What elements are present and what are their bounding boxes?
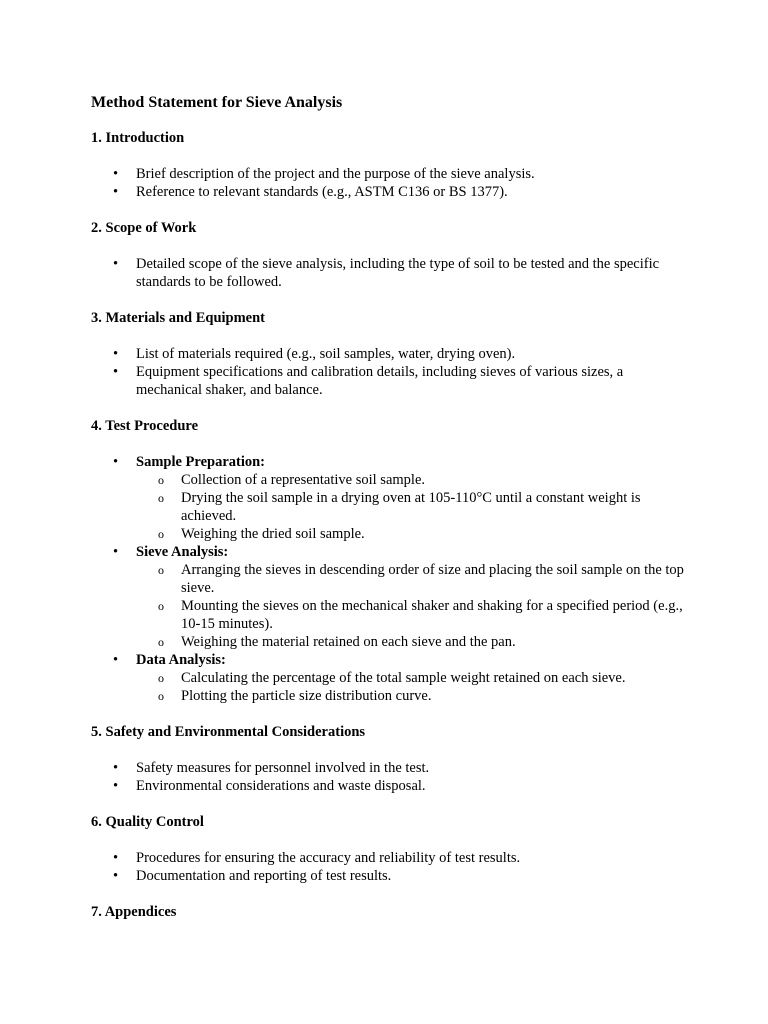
list-item: • Procedures for ensuring the accuracy and reliability of test results. [91, 849, 691, 867]
sub-list-item: o Drying the soil sample in a drying oven at 105-110°C until a constant weight is achieved. [136, 489, 691, 525]
list-item [91, 651, 691, 705]
bullet-icon [113, 363, 123, 381]
group-label-sieve-analysis: Sieve Analysis: [136, 544, 229, 560]
section-heading-introduction: 1. Introduction [91, 130, 185, 146]
bullet-icon [113, 543, 123, 561]
test-procedure-list [91, 453, 691, 705]
circle-bullet-icon [158, 471, 164, 489]
sub-list-item: o Weighing the dried soil sample. [136, 525, 691, 543]
sub-list-item: o Plotting the particle size distribution curve. [136, 687, 691, 705]
bullet-icon [113, 867, 123, 885]
list-item: • Environmental considerations and waste disposal. [91, 777, 691, 795]
circle-bullet-icon [158, 489, 164, 507]
section-heading-safety-environmental: 5. Safety and Environmental Considerations [91, 724, 366, 740]
bullet-icon [113, 777, 123, 795]
materials-equipment-list [91, 345, 691, 399]
bullet-icon [113, 165, 123, 183]
circle-bullet-icon [158, 687, 164, 705]
list-item: • List of materials required (e.g., soil samples, water, drying oven). [91, 345, 691, 363]
document-page [91, 92, 691, 939]
data-analysis-sublist [136, 669, 691, 705]
section-heading-materials-equipment: 3. Materials and Equipment [91, 310, 266, 326]
document-title: Method Statement for Sieve Analysis [91, 94, 343, 111]
list-item [91, 453, 691, 543]
circle-bullet-icon [158, 561, 164, 579]
sub-list-item: o Calculating the percentage of the total sample weight retained on each sieve. [136, 669, 691, 687]
sub-list-item: o Weighing the material retained on each sieve and the pan. [136, 633, 691, 651]
group-label-data-analysis: Data Analysis: [136, 652, 226, 668]
list-item: • Equipment specifications and calibration details, including sieves of various sizes, a mechanical shaker, and balance. [91, 363, 691, 399]
section-heading-test-procedure: 4. Test Procedure [91, 418, 199, 434]
circle-bullet-icon [158, 525, 164, 543]
sub-list-item: o Collection of a representative soil sample. [136, 471, 691, 489]
group-label-sample-preparation: Sample Preparation: [136, 454, 266, 470]
circle-bullet-icon [158, 633, 164, 651]
sub-list-item: o Arranging the sieves in descending order of size and placing the soil sample on the top sieve. [136, 561, 691, 597]
section-heading-appendices: 7. Appendices [91, 904, 177, 920]
bullet-icon [113, 453, 123, 471]
safety-environmental-list [91, 759, 691, 795]
bullet-icon [113, 651, 123, 669]
sieve-analysis-sublist [136, 561, 691, 651]
list-item: • Documentation and reporting of test results. [91, 867, 691, 885]
bullet-icon [113, 345, 123, 363]
bullet-icon [113, 255, 123, 273]
circle-bullet-icon [158, 669, 164, 687]
bullet-icon [113, 183, 123, 201]
introduction-list [91, 165, 691, 201]
section-heading-scope-of-work: 2. Scope of Work [91, 220, 197, 236]
quality-control-list [91, 849, 691, 885]
list-item [91, 543, 691, 651]
section-heading-quality-control: 6. Quality Control [91, 814, 204, 830]
sample-preparation-sublist [136, 471, 691, 543]
bullet-icon [113, 759, 123, 777]
list-item: • Safety measures for personnel involved in the test. [91, 759, 691, 777]
list-item: • Reference to relevant standards (e.g., ASTM C136 or BS 1377). [91, 183, 691, 201]
circle-bullet-icon [158, 597, 164, 615]
list-item: • Detailed scope of the sieve analysis, including the type of soil to be tested and the specific standards to be followed. [91, 255, 691, 291]
list-item: • Brief description of the project and the purpose of the sieve analysis. [91, 165, 691, 183]
bullet-icon [113, 849, 123, 867]
scope-of-work-list [91, 255, 691, 291]
sub-list-item: o Mounting the sieves on the mechanical shaker and shaking for a specified period (e.g., 10-15 minutes). [136, 597, 691, 633]
